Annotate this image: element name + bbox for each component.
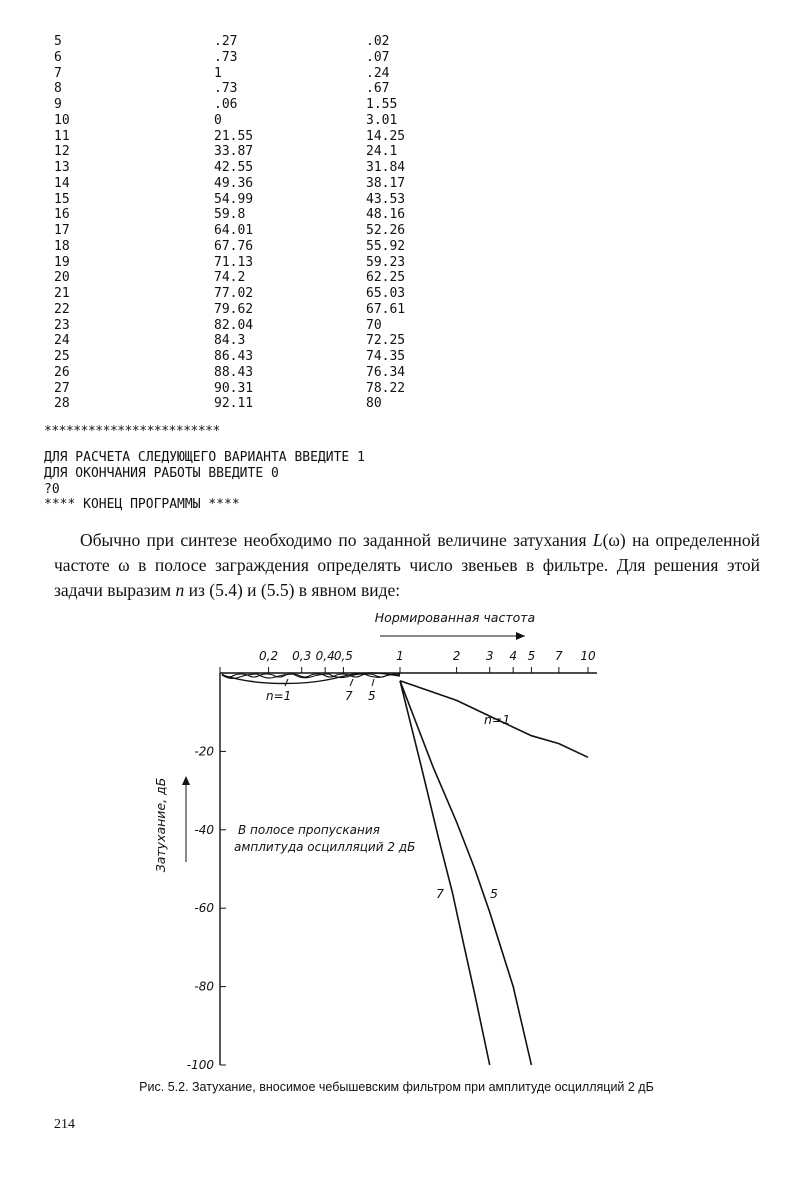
- value-b: 70: [366, 317, 382, 333]
- row-number: 8: [54, 81, 62, 97]
- value-a: 54.99: [214, 191, 254, 207]
- row-number: 21: [54, 286, 70, 301]
- value-a: .06: [214, 97, 238, 112]
- passband-leader-n1: [285, 679, 288, 686]
- y-tick-label: -60: [194, 901, 214, 916]
- value-a: 77.02: [214, 286, 254, 301]
- prompt-next-variant: ДЛЯ РАСЧЕТА СЛЕДУЮЩЕГО ВАРИАНТА ВВЕДИТЕ 1: [44, 450, 365, 465]
- value-b: 72.25: [366, 333, 406, 349]
- value-a: .73: [214, 81, 238, 97]
- value-b: 65.03: [366, 286, 406, 301]
- value-a: 71.13: [214, 254, 254, 270]
- value-a: 90.31: [214, 380, 254, 396]
- value-b: 43.53: [366, 191, 406, 207]
- value-a: 21.55: [214, 128, 254, 144]
- row-number: 17: [54, 223, 70, 238]
- program-end: **** КОНЕЦ ПРОГРАММЫ ****: [44, 497, 240, 512]
- x-tick-label: 1: [396, 649, 404, 663]
- series-label-n1: n=1: [484, 712, 511, 727]
- row-number: 15: [54, 191, 70, 207]
- row-number: 24: [54, 333, 70, 349]
- passband-leader-7: [350, 679, 353, 686]
- row-number: 18: [54, 238, 70, 254]
- x-tick-label: 4: [509, 649, 518, 663]
- row-number: 7: [54, 65, 62, 81]
- passband-label-7: 7: [345, 689, 353, 703]
- value-a: 84.3: [214, 333, 246, 349]
- series-line-5: [400, 681, 531, 1065]
- attenuation-chart: [0, 600, 793, 1075]
- x-tick-label: 7: [555, 649, 563, 663]
- row-number: 25: [54, 349, 70, 364]
- value-a: 1: [214, 65, 222, 81]
- para-symbol-n: n: [175, 580, 185, 600]
- row-number: 9: [54, 97, 62, 112]
- value-a: 67.76: [214, 238, 254, 254]
- value-b: 24.1: [366, 144, 398, 160]
- para-text-2: (ω) на определенной частоте ω в полосе заграждения определять число звеньев в фильтре. Для решения этой задачи выразим: [54, 530, 760, 600]
- value-a: .73: [214, 49, 238, 65]
- passband-label-n1: n=1: [266, 689, 292, 703]
- value-b: 59.23: [366, 254, 406, 270]
- value-b: 48.16: [366, 207, 406, 223]
- y-tick-label: -20: [194, 744, 214, 759]
- x-tick-label: 0,2: [259, 649, 279, 663]
- row-number: 16: [54, 207, 70, 223]
- value-b: 74.35: [366, 349, 406, 364]
- row-number: 22: [54, 301, 70, 317]
- value-b: 52.26: [366, 223, 406, 238]
- body-paragraph: [54, 528, 760, 603]
- series-label-5: 5: [490, 886, 498, 901]
- y-tick-label: -40: [194, 822, 214, 837]
- x-tick-label: 2: [452, 649, 461, 663]
- para-text-1: Обычно при синтезе необходимо по заданной величине затухания: [80, 530, 593, 550]
- para-text-3: из (5.4) и (5.5) в явном виде:: [184, 580, 401, 600]
- value-a: 49.36: [214, 175, 254, 191]
- row-number: 11: [54, 128, 70, 144]
- user-input: ?0: [44, 482, 60, 497]
- value-b: 14.25: [366, 128, 406, 144]
- value-b: 80: [366, 396, 382, 412]
- page-number: 214: [54, 1117, 75, 1132]
- row-number: 14: [54, 175, 70, 191]
- value-b: 55.92: [366, 238, 406, 254]
- value-b: 38.17: [366, 175, 406, 191]
- program-prompts: [44, 450, 365, 498]
- row-number: 13: [54, 160, 70, 175]
- row-number: 20: [54, 270, 70, 286]
- x-tick-label: 0,4: [315, 649, 335, 663]
- x-axis-title: Нормированная частота: [374, 610, 536, 625]
- row-number: 10: [54, 112, 70, 128]
- value-b: 3.01: [366, 112, 398, 128]
- value-b: 31.84: [366, 160, 406, 175]
- value-a: .27: [214, 34, 238, 49]
- value-b: .07: [366, 49, 390, 65]
- value-b: 1.55: [366, 97, 398, 112]
- series-label-7: 7: [436, 886, 444, 901]
- value-a: 64.01: [214, 223, 254, 238]
- para-symbol-L: L: [592, 530, 603, 550]
- value-a: 42.55: [214, 160, 254, 175]
- row-number: 28: [54, 396, 70, 412]
- row-number: 26: [54, 364, 70, 380]
- value-a: 0: [214, 112, 222, 128]
- value-a: 86.43: [214, 349, 254, 364]
- passband-leader-5: [372, 679, 374, 686]
- x-tick-label: 0,5: [333, 649, 353, 663]
- value-b: 62.25: [366, 270, 406, 286]
- row-number: 5: [54, 34, 62, 49]
- y-axis-arrowhead: [182, 776, 190, 785]
- y-axis-title: Затухание, дБ: [153, 777, 168, 873]
- x-tick-label: 0,3: [292, 649, 312, 663]
- x-tick-label: 10: [580, 649, 596, 663]
- value-a: 92.11: [214, 396, 254, 412]
- y-tick-label: -80: [194, 979, 214, 994]
- value-b: 67.61: [366, 301, 406, 317]
- value-b: .67: [366, 81, 390, 97]
- passband-label-5: 5: [368, 689, 376, 703]
- row-number: 12: [54, 144, 70, 160]
- prompt-end-work: ДЛЯ ОКОНЧАНИЯ РАБОТЫ ВВЕДИТЕ 0: [44, 466, 279, 481]
- annotation-line-1: В полосе пропускания: [238, 823, 380, 837]
- annotation-line-2: амплитуда осцилляций 2 дБ: [234, 840, 416, 854]
- value-a: 59.8: [214, 207, 246, 223]
- x-axis-arrowhead: [516, 632, 525, 640]
- value-a: 33.87: [214, 144, 254, 160]
- value-a: 82.04: [214, 317, 254, 333]
- row-number: 19: [54, 254, 70, 270]
- row-number: 23: [54, 317, 70, 333]
- value-b: 76.34: [366, 364, 406, 380]
- value-a: 74.2: [214, 270, 246, 286]
- value-b: 78.22: [366, 380, 406, 396]
- value-b: .02: [366, 34, 390, 49]
- y-tick-label: -100: [186, 1058, 214, 1072]
- row-number: 6: [54, 49, 62, 65]
- value-b: .24: [366, 65, 390, 81]
- separator-stars: ************************: [44, 424, 220, 439]
- x-tick-label: 3: [485, 649, 494, 663]
- value-a: 79.62: [214, 301, 254, 317]
- x-tick-label: 5: [527, 649, 536, 663]
- value-a: 88.43: [214, 364, 254, 380]
- figure-caption: Рис. 5.2. Затухание, вносимое чебышевским фильтром при амплитуде осцилляций 2 дБ: [139, 1080, 654, 1094]
- row-number: 27: [54, 380, 70, 396]
